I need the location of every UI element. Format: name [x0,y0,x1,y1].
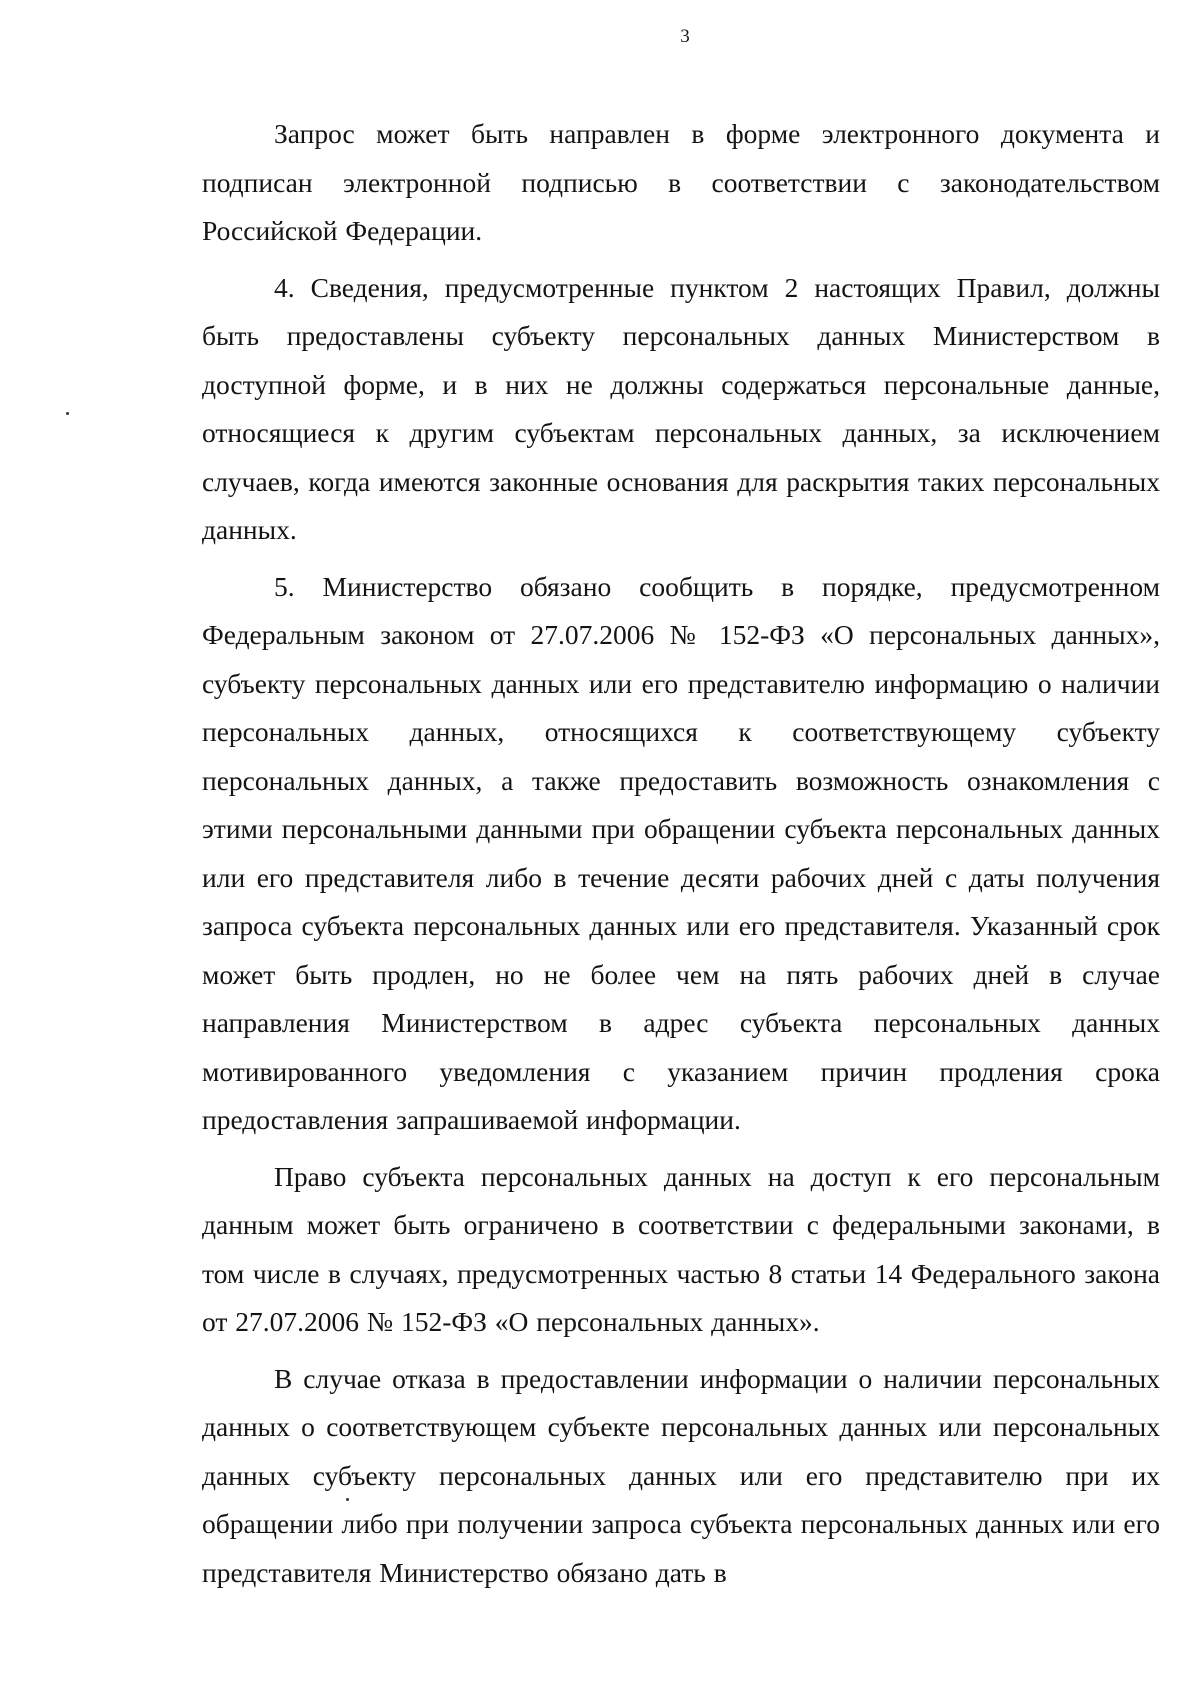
page-number: 3 [680,26,690,47]
paragraph-request-electronic: Запрос может быть направлен в форме электронного документа и подписан электронной подписью в соответствии с законодательством Российской Федерации. [202,118,1160,246]
document-body [202,110,1160,1605]
scan-speck [66,412,69,415]
paragraph-access-right: Право субъекта персональных данных на доступ к его персональным данным может быть ограничено в соответствии с федеральными законами, в том числе в случаях, предусмотренных частью 8 статьи 14 Федерального закона от 27.07.2006 № 152-ФЗ «О персональных данных». [202,1160,1160,1337]
paragraph-refusal: В случае отказа в предоставлении информации о наличии персональных данных о соответствующем субъекте персональных данных или персональных данных субъекту персональных данных или его представителю при их обращении либо при получении запроса субъекта персональных данных или его представителя Министерство обязано дать в [202,1362,1160,1588]
paragraph-item-5: 5. Министерство обязано сообщить в порядке, предусмотренном Федеральным законом от 27.07.2006 № 152-ФЗ «О персональных данных», субъекту персональных данных или его представителю информацию о наличии персональных данных, относящихся к соответствующему субъекту персональных данных, а также предоставить возможность ознакомления с этими персональными данными при обращении субъекта персональных данных или его представителя либо в течение десяти рабочих дней с даты получения запроса субъекта персональных данных или его представителя. Указанный срок может быть продлен, но не более чем на пять рабочих дней в случае направления Министерством в адрес субъекта персональных данных мотивированного уведомления с указанием причин продления срока предоставления запрашиваемой информации. [202,570,1160,1135]
paragraph-item-4: 4. Сведения, предусмотренные пунктом 2 настоящих Правил, должны быть предоставлены субъекту персональных данных Министерством в доступной форме, и в них не должны содержаться персональные данные, относящиеся к другим субъектам персональных данных, за исключением случаев, когда имеются законные основания для раскрытия таких персональных данных. [202,271,1160,545]
scan-speck [346,1498,349,1501]
